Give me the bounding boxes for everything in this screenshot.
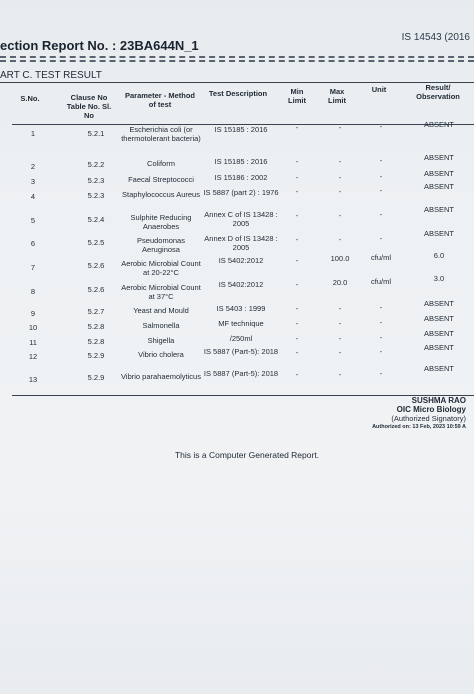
- cell-parameter: Faecal Streptococci: [128, 175, 194, 184]
- cell-max-limit: -: [338, 211, 342, 220]
- cell-max-limit: -: [338, 370, 342, 379]
- cell-min-limit: -: [295, 235, 299, 244]
- cell-parameter: Aerobic Microbial Count at 37°C: [121, 283, 201, 301]
- cell-clause: 5.2.2: [87, 160, 105, 169]
- cell-test-description: IS 5887 (Part-5): 2018: [203, 347, 279, 356]
- cell-test-description: IS 15185 : 2016: [214, 157, 268, 166]
- cell-clause: 5.2.1: [87, 129, 105, 138]
- header-unit: Unit: [371, 85, 387, 94]
- cell-parameter: Escherichia coli (or thermotolerant bacteria): [121, 125, 201, 143]
- cell-min-limit: -: [295, 280, 299, 289]
- cell-clause: 5.2.9: [87, 351, 105, 360]
- cell-clause: 5.2.4: [87, 215, 105, 224]
- cell-clause: 5.2.5: [87, 238, 105, 247]
- cell-unit: -: [379, 172, 383, 181]
- cell-parameter: Pseudomonas Aeruginosa: [137, 236, 185, 254]
- cell-unit: -: [379, 333, 383, 342]
- cell-test-description: IS 15186 : 2002: [214, 173, 268, 182]
- cell-min-limit: -: [295, 348, 299, 357]
- cell-result: 3.0: [433, 274, 445, 283]
- cell-parameter: Yeast and Mould: [133, 306, 189, 315]
- cell-clause: 5.2.7: [87, 307, 105, 316]
- cell-min-limit: -: [295, 157, 299, 166]
- cell-clause: 5.2.3: [87, 176, 105, 185]
- cell-unit: -: [379, 369, 383, 378]
- cell-result: ABSENT: [423, 229, 454, 238]
- cell-max-limit: -: [338, 235, 342, 244]
- header-parameter: Parameter - Method of test: [124, 91, 196, 109]
- cell-clause: 5.2.9: [87, 373, 105, 382]
- cell-test-description: Annex C of IS 13428 : 2005: [204, 210, 278, 228]
- cell-max-limit: 100.0: [330, 254, 350, 263]
- cell-result: ABSENT: [423, 153, 454, 162]
- header-test-description: Test Description: [208, 89, 268, 98]
- cell-max-limit: -: [338, 304, 342, 313]
- cell-sno: 6: [30, 239, 36, 248]
- cell-parameter: Staphylococcus Aureus: [122, 190, 200, 199]
- signatory-role: OIC Micro Biology: [396, 405, 466, 414]
- cell-unit: -: [379, 303, 383, 312]
- cell-result: ABSENT: [423, 314, 454, 323]
- cell-unit: -: [379, 156, 383, 165]
- cell-min-limit: -: [295, 370, 299, 379]
- cell-max-limit: -: [338, 173, 342, 182]
- cell-parameter: Vibrio cholera: [138, 350, 184, 359]
- cell-max-limit: -: [338, 187, 342, 196]
- cell-result: ABSENT: [423, 205, 454, 214]
- cell-parameter: Shigella: [147, 336, 175, 345]
- cell-result: ABSENT: [423, 329, 454, 338]
- cell-sno: 7: [30, 263, 36, 272]
- part-title: ART C. TEST RESULT: [0, 70, 102, 81]
- cell-parameter: Salmonella: [142, 321, 180, 330]
- cell-test-description: IS 5402:2012: [218, 256, 264, 265]
- header-min-limit: Min Limit: [288, 87, 306, 105]
- cell-unit: cfu/ml: [370, 277, 391, 286]
- cell-clause: 5.2.8: [87, 337, 105, 346]
- cell-max-limit: 20.0: [332, 278, 348, 287]
- header-sno: S.No.: [20, 94, 40, 103]
- cell-result: ABSENT: [423, 364, 454, 373]
- cell-unit: cfu/ml: [370, 253, 391, 262]
- cell-result: ABSENT: [423, 182, 454, 191]
- cell-min-limit: -: [295, 123, 299, 132]
- cell-clause: 5.2.6: [87, 261, 105, 270]
- cell-sno: 1: [30, 129, 36, 138]
- signatory-title: (Authorized Signatory): [391, 414, 466, 423]
- cell-parameter: Sulphite Reducing Anaerobes: [130, 213, 192, 231]
- header-result: Result/ Observation: [416, 83, 460, 101]
- cell-sno: 12: [28, 352, 38, 361]
- cell-test-description: IS 5887 (Part-5): 2018: [203, 369, 279, 378]
- cell-result: ABSENT: [423, 299, 454, 308]
- cell-max-limit: -: [338, 157, 342, 166]
- cell-unit: -: [379, 347, 383, 356]
- cell-test-description: IS 5887 (part 2) : 1976: [203, 188, 279, 197]
- cell-min-limit: -: [295, 319, 299, 328]
- cell-clause: 5.2.8: [87, 322, 105, 331]
- cell-min-limit: -: [295, 173, 299, 182]
- cell-parameter: Aerobic Microbial Count at 20-22°C: [121, 259, 201, 277]
- cell-min-limit: -: [295, 304, 299, 313]
- cell-max-limit: -: [338, 319, 342, 328]
- signatory-block: [372, 396, 466, 431]
- cell-test-description: IS 15185 : 2016: [214, 125, 268, 134]
- cell-sno: 3: [30, 177, 36, 186]
- signatory-name: SUSHMA RAO: [411, 396, 466, 405]
- cell-sno: 9: [30, 309, 36, 318]
- cell-unit: -: [379, 318, 383, 327]
- cell-test-description: IS 5402:2012: [218, 280, 264, 289]
- header-divider-bottom: [0, 60, 474, 62]
- header-divider-top: [0, 56, 474, 58]
- cell-test-description: Annex D of IS 13428 : 2005: [204, 234, 278, 252]
- cell-test-description: MF technique: [218, 319, 264, 328]
- header-clause: Clause No Table No. Sl. No: [66, 93, 112, 120]
- cell-unit: -: [379, 122, 383, 131]
- cell-min-limit: -: [295, 187, 299, 196]
- header-max-limit: Max Limit: [328, 87, 346, 105]
- computer-generated-note: This is a Computer Generated Report.: [174, 450, 320, 460]
- cell-min-limit: -: [295, 256, 299, 265]
- table-top-rule: [0, 82, 474, 83]
- cell-unit: -: [379, 186, 383, 195]
- cell-test-description: /250ml: [229, 334, 253, 343]
- report-title: ection Report No. : 23BA644N_1: [0, 38, 199, 53]
- standard-reference: IS 14543 (2016: [401, 32, 470, 43]
- cell-sno: 13: [28, 375, 38, 384]
- cell-unit: -: [379, 234, 383, 243]
- cell-sno: 5: [30, 216, 36, 225]
- cell-max-limit: -: [338, 334, 342, 343]
- cell-parameter: Vibrio parahaemolyticus: [121, 372, 201, 381]
- cell-sno: 4: [30, 192, 36, 201]
- cell-max-limit: -: [338, 348, 342, 357]
- cell-min-limit: -: [295, 334, 299, 343]
- cell-test-description: IS 5403 : 1999: [216, 304, 266, 313]
- cell-result: 6.0: [433, 251, 445, 260]
- cell-max-limit: -: [338, 123, 342, 132]
- cell-unit: -: [379, 210, 383, 219]
- cell-result: ABSENT: [423, 169, 454, 178]
- cell-sno: 8: [30, 287, 36, 296]
- cell-result: ABSENT: [423, 120, 454, 129]
- cell-parameter: Coliform: [147, 159, 175, 168]
- cell-clause: 5.2.6: [87, 285, 105, 294]
- cell-sno: 10: [28, 323, 38, 332]
- cell-sno: 11: [29, 338, 37, 347]
- cell-min-limit: -: [295, 211, 299, 220]
- cell-sno: 2: [30, 162, 36, 171]
- cell-clause: 5.2.3: [87, 191, 105, 200]
- cell-result: ABSENT: [423, 343, 454, 352]
- authorized-on: Authorized on: 13 Feb, 2023 10:59 A: [372, 424, 466, 430]
